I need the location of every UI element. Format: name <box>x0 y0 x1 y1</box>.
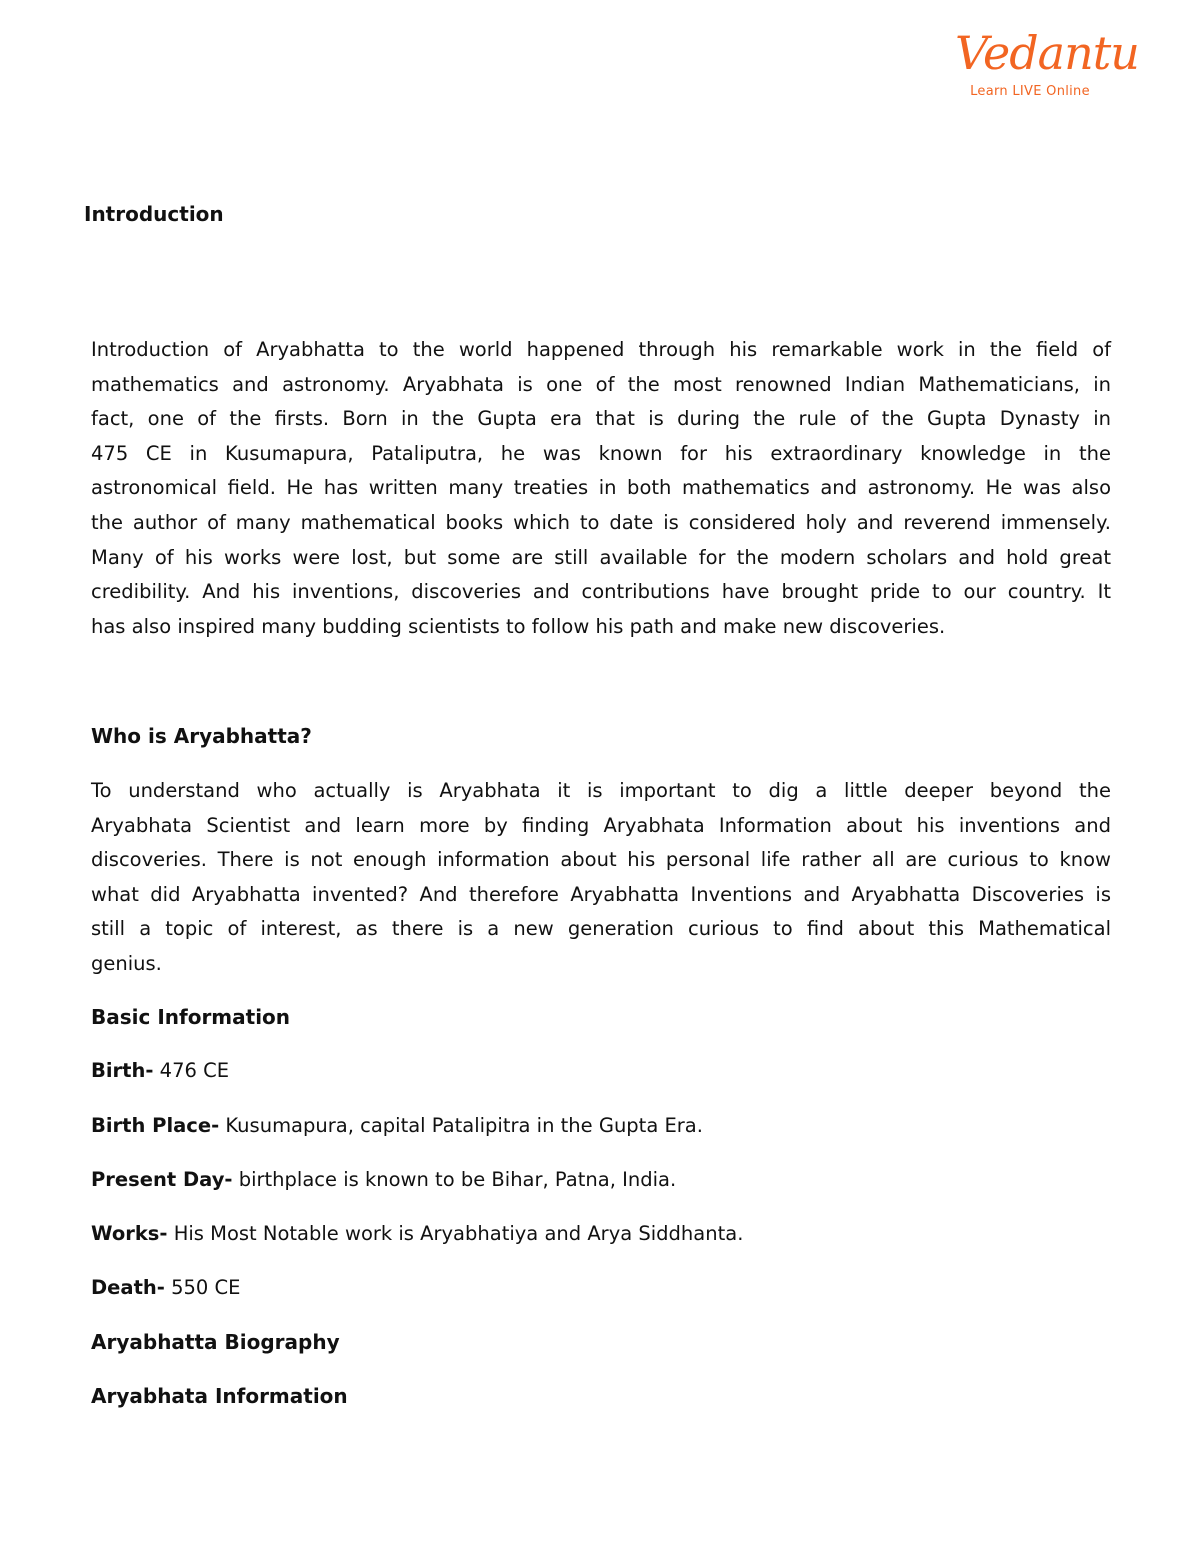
biography-heading: Aryabhatta Biography <box>91 1330 340 1354</box>
intro-paragraph <box>91 333 1111 644</box>
paragraph-line: genius. <box>91 951 162 975</box>
info-field <box>91 1222 743 1246</box>
paragraph-line: the author of many mathematical books which to date is considered holy and reverend immensely. <box>91 510 1111 534</box>
paragraph-line: To understand who actually is Aryabhata it is important to dig a little deeper beyond the <box>91 779 1111 802</box>
paragraph-line: Aryabhata Scientist and learn more by finding Aryabhata Information about his inventions and <box>91 813 1111 837</box>
field-value: Kusumapura, capital Patalipitra in the Gupta Era. <box>219 1114 703 1137</box>
logo-wordmark: Vedantu <box>955 26 1139 80</box>
paragraph-line: mathematics and astronomy. Aryabhata is one of the most renowned Indian Mathematicians, in <box>91 372 1111 396</box>
who-paragraph <box>91 774 1111 982</box>
information-heading: Aryabhata Information <box>91 1384 348 1408</box>
paragraph-line: 475 CE in Kusumapura, Pataliputra, he was known for his extraordinary knowledge in the <box>91 441 1111 465</box>
paragraph-line: fact, one of the firsts. Born in the Gupta era that is during the rule of the Gupta Dynasty in <box>91 407 1111 431</box>
field-value: 476 CE <box>153 1059 230 1082</box>
paragraph-line: Many of his works were lost, but some are still available for the modern scholars and hold great <box>91 545 1111 569</box>
intro-heading: Introduction <box>84 202 224 226</box>
paragraph-line: discoveries. There is not enough information about his personal life rather all are curious to know <box>91 848 1111 872</box>
field-value: His Most Notable work is Aryabhatiya and Arya Siddhanta. <box>167 1222 744 1245</box>
info-field <box>91 1276 240 1300</box>
field-label: Present Day- <box>91 1168 233 1191</box>
who-heading: Who is Aryabhatta? <box>91 724 312 748</box>
basic-info-heading: Basic Information <box>91 1005 291 1029</box>
vedantu-logo <box>955 26 1139 99</box>
field-label: Death- <box>91 1276 165 1299</box>
paragraph-line: astronomical field. He has written many treaties in both mathematics and astronomy. He was also <box>91 476 1111 500</box>
field-label: Works- <box>91 1222 168 1245</box>
paragraph-line: still a topic of interest, as there is a new generation curious to find about this Mathematical <box>91 917 1111 941</box>
paragraph-line: has also inspired many budding scientists to follow his path and make new discoveries. <box>91 614 946 638</box>
info-field <box>91 1168 676 1192</box>
logo-tagline: Learn LIVE Online <box>970 84 1090 99</box>
paragraph-line: Introduction of Aryabhatta to the world happened through his remarkable work in the field of <box>91 338 1111 361</box>
field-label: Birth- <box>91 1059 154 1082</box>
info-field <box>91 1059 229 1083</box>
paragraph-line: credibility. And his inventions, discoveries and contributions have brought pride to our country. It <box>91 580 1111 604</box>
info-field <box>91 1114 703 1138</box>
field-label: Birth Place- <box>91 1114 220 1137</box>
field-value: 550 CE <box>164 1276 241 1299</box>
paragraph-line: what did Aryabhatta invented? And therefore Aryabhatta Inventions and Aryabhatta Discoveries is <box>91 882 1111 906</box>
field-value: birthplace is known to be Bihar, Patna, India. <box>232 1168 677 1191</box>
